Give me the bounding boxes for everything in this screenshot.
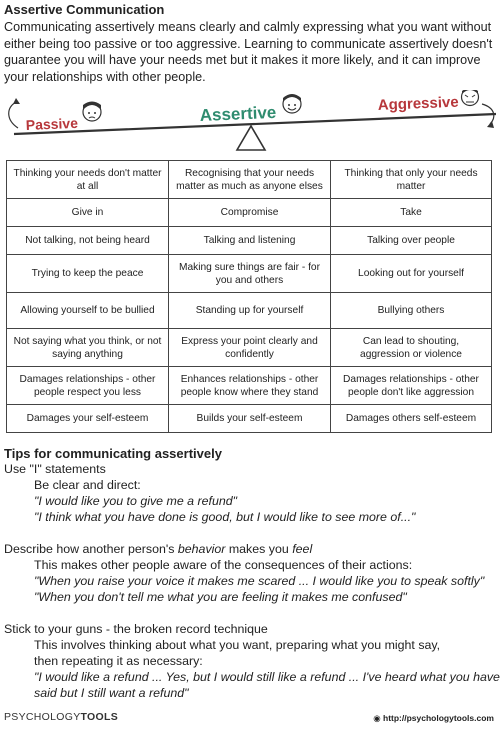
- table-cell-aggressive: Take: [331, 199, 492, 227]
- tip3-heading: Stick to your guns - the broken record technique: [4, 622, 268, 636]
- table-row: [7, 329, 492, 367]
- table-cell-passive: Allowing yourself to be bullied: [7, 293, 169, 329]
- table-row: [7, 293, 492, 329]
- tip3-example: said but I still want a refund": [34, 686, 189, 700]
- table-cell-aggressive: Bullying others: [331, 293, 492, 329]
- table-row: [7, 255, 492, 293]
- passive-face-icon: [83, 102, 101, 122]
- aggressive-label: Aggressive: [377, 93, 459, 114]
- page-title: Assertive Communication: [4, 2, 165, 17]
- table-row: [7, 199, 492, 227]
- seesaw-fulcrum: [237, 126, 265, 150]
- table-cell-passive: Trying to keep the peace: [7, 255, 169, 293]
- tips-heading: Tips for communicating assertively: [4, 446, 222, 461]
- table-cell-aggressive: Damages others self-esteem: [331, 405, 492, 433]
- assertive-face-icon: [283, 94, 301, 113]
- tip3-subtext: then repeating it as necessary:: [34, 654, 203, 668]
- aggressive-face-icon: [462, 90, 479, 106]
- table-cell-passive: Damages your self-esteem: [7, 405, 169, 433]
- table-row: [7, 161, 492, 199]
- table-cell-assertive: Builds your self-esteem: [169, 405, 331, 433]
- table-row: [7, 405, 492, 433]
- table-cell-passive: Not saying what you think, or not saying anything: [7, 329, 169, 367]
- table-cell-passive: Damages relationships - other people respect you less: [7, 367, 169, 405]
- table-cell-passive: Give in: [7, 199, 169, 227]
- table-cell-assertive: Express your point clearly and confidently: [169, 329, 331, 367]
- table-cell-assertive: Standing up for yourself: [169, 293, 331, 329]
- tip1-heading: Use "I" statements: [4, 462, 106, 476]
- intro-paragraph: Communicating assertively means clearly and calmly expressing what you want without either being too passive or too aggressive. Learning to communicate assertively doesn't guarantee you will have your needs met but it makes it more likely, and it can improve your relationships with other people.: [4, 20, 493, 84]
- psychology-tools-logo: PSYCHOLOGYTOOLS: [4, 711, 119, 723]
- table-row: [7, 367, 492, 405]
- table-cell-aggressive: Can lead to shouting, aggression or violence: [331, 329, 492, 367]
- tip1-example: "I would like you to give me a refund": [34, 494, 238, 508]
- tip2-subtext: This makes other people aware of the consequences of their actions:: [34, 558, 413, 572]
- tip3-subtext: This involves thinking about what you want, preparing what you might say,: [34, 638, 441, 652]
- table-cell-assertive: Making sure things are fair - for you and others: [169, 255, 331, 293]
- table-cell-aggressive: Damages relationships - other people don't like aggression: [331, 367, 492, 405]
- assertive-label: Assertive: [199, 102, 277, 125]
- table-cell-passive: Not talking, not being heard: [7, 227, 169, 255]
- assertiveness-seesaw: [0, 90, 500, 160]
- left-arrow-icon: [9, 102, 18, 128]
- table-cell-assertive: Compromise: [169, 199, 331, 227]
- tip2-example: "When you raise your voice it makes me scared ... I would like you to speak softly": [34, 574, 485, 588]
- website-link[interactable]: ◉ http://psychologytools.com: [373, 713, 494, 723]
- comparison-table: [6, 160, 492, 433]
- table-cell-passive: Thinking your needs don't matter at all: [7, 161, 169, 199]
- tip2-example: "When you don't tell me what you are feeling it makes me confused": [34, 590, 407, 604]
- tip3-example: "I would like a refund ... Yes, but I would still like a refund ... I've heard what you have: [34, 670, 500, 684]
- passive-label: Passive: [25, 114, 79, 133]
- tip2-heading: Describe how another person's behavior makes you feel: [4, 542, 313, 556]
- table-cell-assertive: Recognising that your needs matter as much as anyone elses: [169, 161, 331, 199]
- table-cell-aggressive: Thinking that only your needs matter: [331, 161, 492, 199]
- tip1-example: "I think what you have done is good, but I would like to see more of...": [34, 510, 416, 524]
- tip1-subtext: Be clear and direct:: [34, 478, 141, 492]
- globe-icon: ◉: [373, 713, 384, 723]
- table-cell-aggressive: Talking over people: [331, 227, 492, 255]
- table-cell-aggressive: Looking out for yourself: [331, 255, 492, 293]
- table-cell-assertive: Enhances relationships - other people know where they stand: [169, 367, 331, 405]
- table-cell-assertive: Talking and listening: [169, 227, 331, 255]
- table-row: [7, 227, 492, 255]
